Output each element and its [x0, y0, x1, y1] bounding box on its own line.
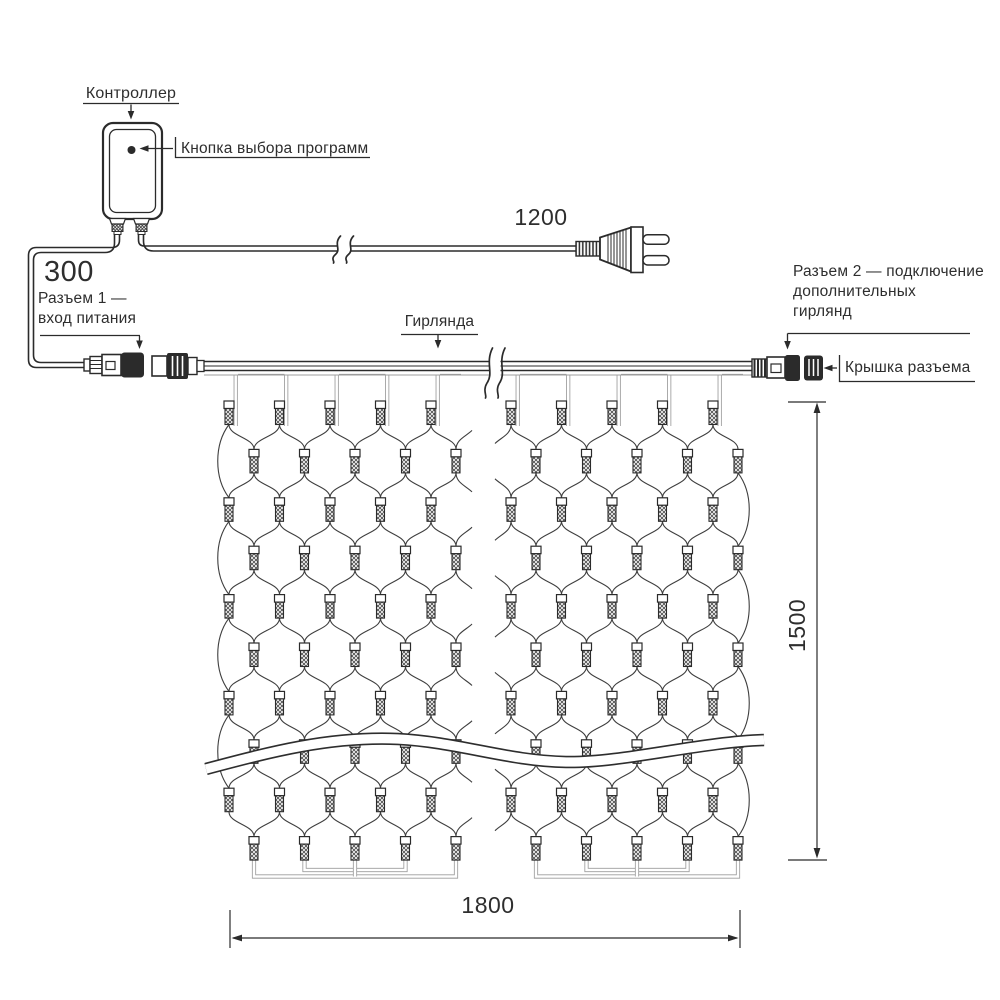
program-button-label: Кнопка выбора программ — [181, 140, 369, 157]
connector2-line1: Разъем 2 — подключение — [793, 263, 984, 280]
power-cord-length: 1200 — [514, 204, 568, 230]
connector2-line2: дополнительных — [793, 283, 917, 300]
net-width-dimension: 1800 — [461, 892, 515, 918]
net-mesh — [218, 425, 750, 837]
lead-length: 300 — [44, 256, 94, 288]
led-bulbs — [224, 401, 743, 860]
connector1-line2: вход питания — [38, 309, 137, 327]
connector1-line1: Разъем 1 — — [38, 290, 127, 307]
rope-wave — [206, 739, 764, 769]
cables-connectors — [29, 104, 976, 949]
program-button-dot — [128, 146, 136, 154]
connector1-label — [38, 289, 136, 328]
garland-label: Гирлянда — [404, 313, 475, 330]
net-height-dimension: 1500 — [784, 598, 810, 652]
connector2-line3: гирлянд — [793, 303, 852, 320]
connector2-label — [793, 262, 984, 322]
controller-label: Контроллер — [85, 85, 177, 102]
connector-cap-label: Крышка разъема — [845, 359, 971, 376]
power-plug-icon — [576, 242, 600, 257]
